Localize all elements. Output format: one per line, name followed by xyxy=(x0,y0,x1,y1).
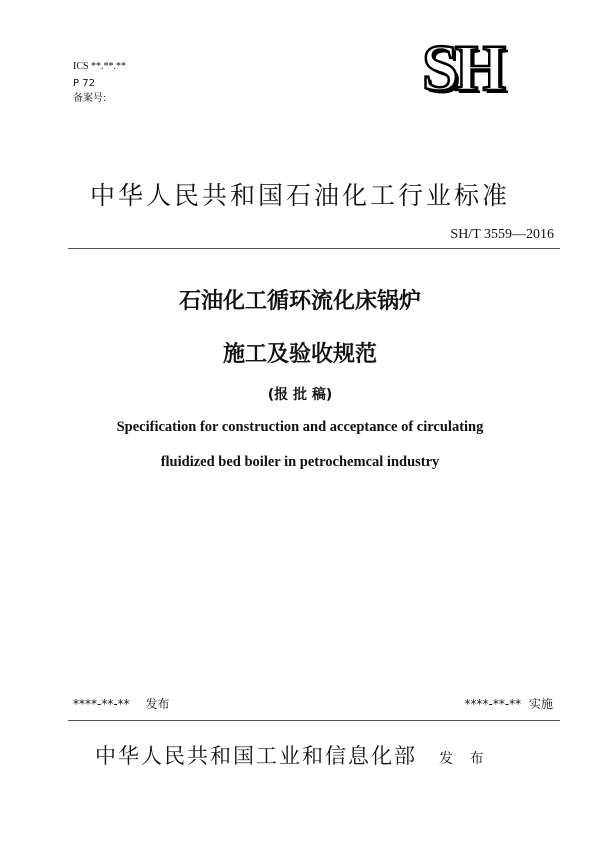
release-date xyxy=(73,695,170,712)
standard-code: SH/T 3559—2016 xyxy=(450,227,554,242)
implement-date-value: ****-**-** xyxy=(464,697,522,711)
bottom-divider xyxy=(68,720,560,721)
implement-label: 实施 xyxy=(528,697,553,711)
implement-date xyxy=(464,695,553,712)
release-date-value: ****-**-** xyxy=(73,697,130,711)
english-title-line-2: fluidized bed boiler in petrochemcal industry xyxy=(160,454,440,470)
issuer-name: 中华人民共和国工业和信息化部 xyxy=(95,744,417,768)
sh-logo: SH xyxy=(422,32,503,105)
title-line-2: 施工及验收规范 xyxy=(222,342,377,367)
issuer xyxy=(95,740,489,770)
english-title-line-1: Specification for construction and acceptance of circulating xyxy=(116,419,484,435)
filing-label: 备案号: xyxy=(73,93,107,104)
ics-code: ICS **.**.** xyxy=(73,61,127,72)
category-code: P 72 xyxy=(73,78,95,89)
top-divider xyxy=(68,248,560,249)
draft-status: (报 批 稿) xyxy=(267,387,333,403)
industry-standard-heading: 中华人民共和国石油化工行业标准 xyxy=(89,181,510,210)
issuer-action: 发 布 xyxy=(439,751,490,767)
title-line-1: 石油化工循环流化床锅炉 xyxy=(178,289,421,314)
release-label: 发布 xyxy=(145,697,170,711)
